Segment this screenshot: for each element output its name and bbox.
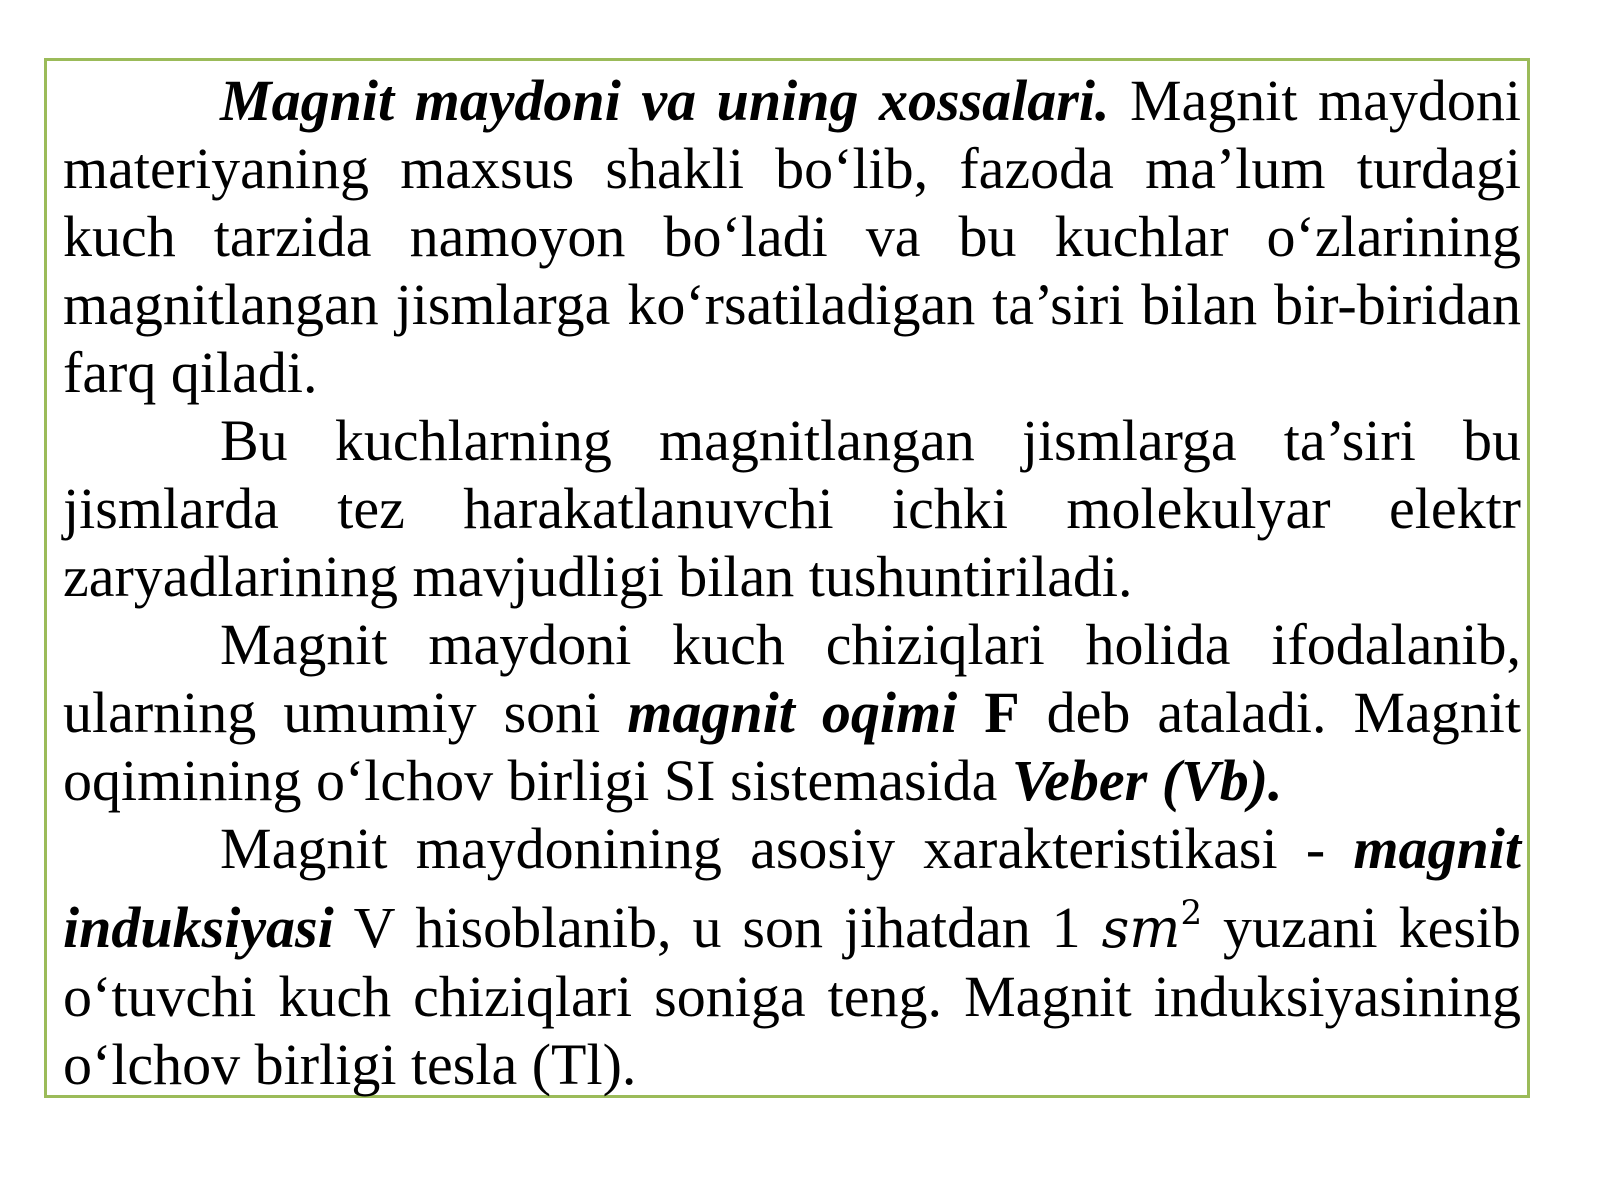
math-exponent: 2: [1180, 893, 1203, 933]
paragraph-magnetic-field-properties: [63, 67, 1521, 407]
paragraph-text: Magnit maydoni kuch chiziqlari holida ifodalanib, ularning umumiy soni: [63, 612, 1521, 745]
text-body: [63, 67, 1521, 1099]
paragraph-text: V hisoblanib, u son jihatdan 1: [333, 895, 1102, 960]
math-area-unit: [1101, 893, 1203, 960]
math-base: sm: [1101, 897, 1181, 960]
paragraph-text: Bu kuchlarning magnitlangan jismlarga ta’siri bu jismlarda tez harakatlanuvchi ichki molekulyar elektr zaryadlarining mavjudligi bilan tushuntiriladi.: [63, 408, 1521, 609]
paragraph-text: Magnit maydoni materiyaning maxsus shakli bo‘lib, fazoda ma’lum turdagi kuch tarzida namoyon bo‘ladi va bu kuchlar o‘zlarining magnitlangan jismlarga ko‘rsatiladigan ta’siri bilan bir-biridan farq qiladi.: [63, 68, 1522, 405]
paragraph-magnetic-flux: [63, 611, 1521, 815]
unit-veber: Veber (Vb).: [1011, 748, 1283, 813]
term-magnetic-flux: magnit oqimi: [627, 680, 958, 745]
term-magnetic-induction: magnit induksiyasi: [63, 816, 1521, 960]
paragraph-text: yuzani kesib o‘tuvchi kuch chiziqlari soniga teng. Magnit induksiyasining o‘lchov birligi tesla (Tl).: [63, 895, 1521, 1097]
section-heading: Magnit maydoni va uning xossalari.: [220, 68, 1110, 133]
paragraph-forces-explanation: [63, 407, 1521, 611]
symbol-flux: F: [984, 680, 1020, 745]
paragraph-magnetic-induction: [63, 815, 1521, 1099]
paragraph-text: deb ataladi. Magnit oqimining o‘lchov birligi SI sistemasida: [63, 680, 1522, 813]
paragraph-text: Magnit maydonining asosiy xarakteristikasi -: [220, 816, 1354, 881]
slide-frame: [44, 58, 1530, 1098]
